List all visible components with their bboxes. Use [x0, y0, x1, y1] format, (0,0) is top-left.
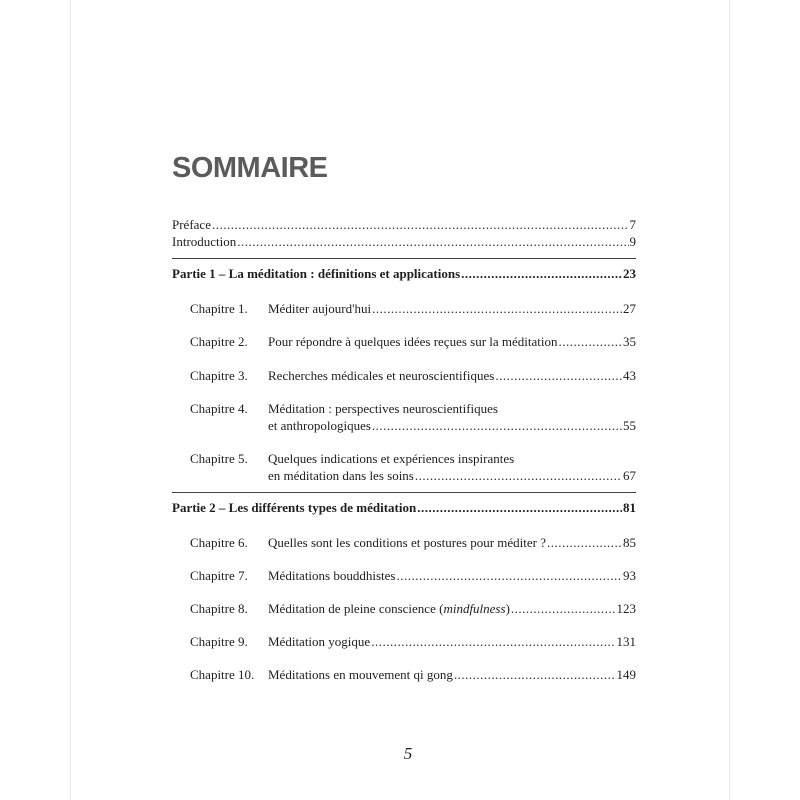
dot-leader [415, 467, 622, 484]
chapter-number: Chapitre 9. [190, 634, 248, 649]
chapter-title-line: Quelques indications et expériences inspirantes [268, 451, 515, 466]
dot-leader [559, 333, 622, 350]
dot-leader [396, 567, 622, 584]
dot-leader [417, 499, 622, 516]
chapter-number: Chapitre 3. [190, 368, 248, 383]
chapter-title: Méditation yogique [268, 634, 371, 649]
chapter-title: Méditations en mouvement qi gong [268, 667, 453, 682]
dot-leader [547, 534, 622, 551]
toc-entry-introduction [172, 233, 636, 250]
toc-entry-preface [172, 216, 636, 233]
chapter-page: 93 [623, 568, 636, 583]
dot-leader [237, 233, 628, 250]
toc-entry-label: Introduction [172, 234, 237, 249]
dot-leader [372, 417, 622, 434]
chapter-number: Chapitre 10. [190, 667, 255, 682]
chapter-number: Chapitre 2. [190, 334, 248, 349]
toc-entry-page: 9 [629, 234, 636, 249]
chapter-page: 131 [616, 634, 636, 649]
dot-leader [372, 300, 622, 317]
dot-leader [511, 600, 616, 617]
chapter-title: Méditations bouddhistes [268, 568, 396, 583]
chapter-page: 35 [623, 334, 636, 349]
chapter-number: Chapitre 7. [190, 568, 248, 583]
chapter-page: 123 [616, 601, 636, 616]
chapter-title: Méditer aujourd'hui [268, 301, 372, 316]
chapter-page: 27 [623, 301, 636, 316]
section-divider [172, 258, 636, 259]
dot-leader [371, 633, 615, 650]
chapter-title: Pour répondre à quelques idées reçues sur la méditation [268, 334, 558, 349]
chapter-page: 55 [623, 418, 636, 433]
chapter-page: 149 [616, 667, 636, 682]
chapter-number: Chapitre 6. [190, 535, 248, 550]
chapter-title: Recherches médicales et neuroscientifiques [268, 368, 495, 383]
toc-part-page: 23 [623, 266, 636, 281]
toc-part-label: Partie 2 – Les différents types de méditation [172, 500, 417, 515]
chapter-page: 85 [623, 535, 636, 550]
chapter-title-line: en méditation dans les soins [268, 468, 414, 483]
dot-leader [461, 265, 622, 282]
dot-leader [495, 367, 622, 384]
chapter-title-line: et anthropologiques [268, 418, 371, 433]
chapter-number: Chapitre 1. [190, 301, 248, 316]
chapter-page: 67 [623, 468, 636, 483]
chapter-title: Quelles sont les conditions et postures pour méditer ? [268, 535, 547, 550]
dot-leader [454, 666, 616, 683]
chapter-number: Chapitre 8. [190, 601, 248, 616]
chapter-number: Chapitre 4. [190, 401, 248, 416]
page-title: SOMMAIRE [172, 152, 328, 184]
toc-part-page: 81 [623, 500, 636, 515]
chapter-number: Chapitre 5. [190, 451, 248, 466]
toc-part-label: Partie 1 – La méditation : définitions et applications [172, 266, 461, 281]
toc-part-1 [172, 265, 636, 282]
italic-term: mindfulness [443, 601, 506, 616]
chapter-page: 43 [623, 368, 636, 383]
toc-entry-label: Préface [172, 217, 211, 232]
section-divider [172, 492, 636, 493]
toc-entry-page: 7 [629, 217, 636, 232]
chapter-title: Méditation de pleine conscience (mindfulness) [268, 601, 510, 616]
page-number: 5 [403, 744, 413, 763]
dot-leader [212, 216, 629, 233]
chapter-title-line: Méditation : perspectives neuroscientifiques [268, 401, 498, 416]
toc-part-2 [172, 499, 636, 516]
